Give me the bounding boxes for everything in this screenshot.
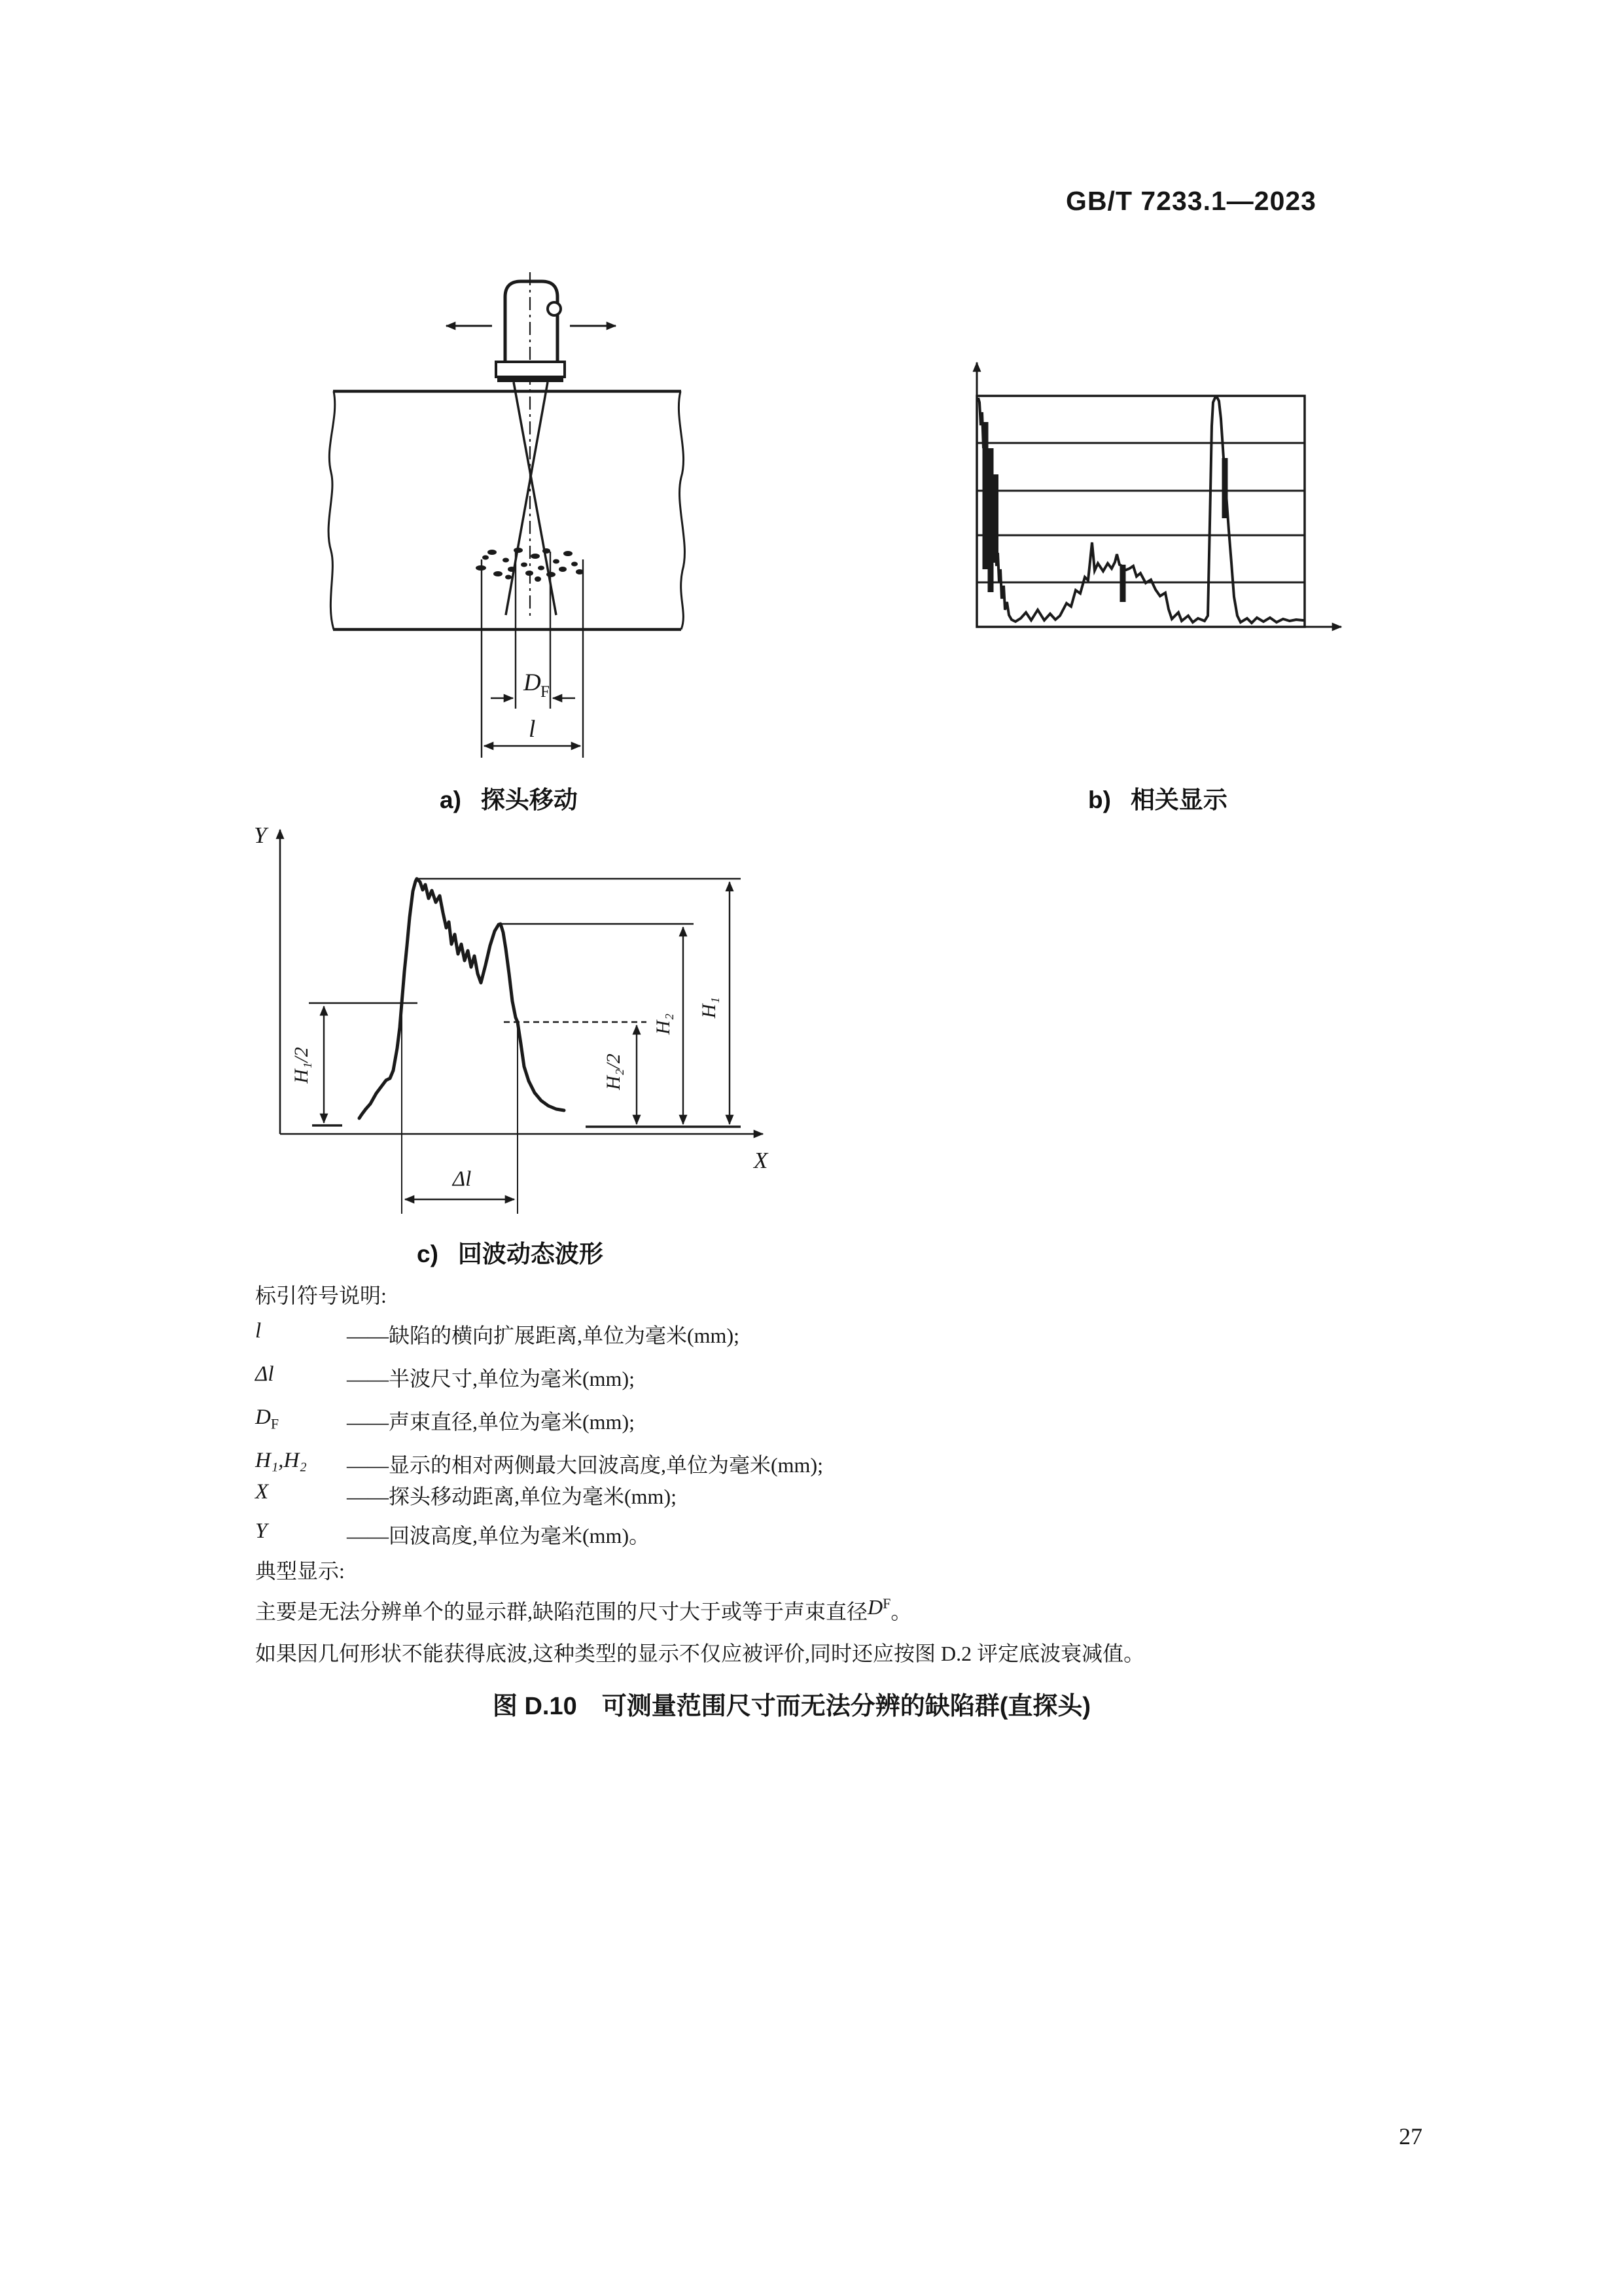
legend-desc: ——回波高度,单位为毫米(mm)。 [347,1524,650,1547]
sublabel-c-title: 回波动态波形 [457,1241,603,1267]
legend-desc: ——探头移动距离,单位为毫米(mm); [347,1485,677,1508]
note-paragraph-2: 如果因几何形状不能获得底波,这种类型的显示不仅应被评价,同时还应按图 D.2 评定底波衰减值。 [255,1642,1145,1665]
standard-number: GB/T 7233.1—2023 [1066,186,1316,216]
h2-label: H₂ [652,1013,674,1035]
sublabel-a-title: 探头移动 [480,786,578,813]
sublabel-c [417,1234,603,1269]
legend-symbol: Δl [255,1362,274,1386]
delta-l-label: Δl [452,1167,472,1191]
note-paragraph-1: 主要是无法分辨单个的显示群,缺陷范围的尺寸大于或等于声束直径 D F 。 [255,1595,912,1623]
legend-symbol: Y [255,1519,268,1543]
legend-item-df [255,1405,635,1436]
probe-wear-plate [497,377,563,382]
legend-heading: 标引符号说明: [255,1284,387,1307]
sublabel-c-letter: c) [417,1241,438,1267]
notes-heading: 典型显示: [255,1559,345,1583]
legend-desc: ——显示的相对两侧最大回波高度,单位为毫米(mm); [347,1453,823,1477]
probe-movement-diagram [281,262,733,772]
h1-half-label: H₁/2 [291,1047,312,1084]
df-dimension-label: D [523,669,541,696]
legend-desc: ——声束直径,单位为毫米(mm); [347,1410,635,1434]
legend-desc: ——缺陷的横向扩展距离,单位为毫米(mm); [347,1324,739,1347]
h1-label: H₁ [698,997,720,1019]
df-inline-symbol: D [868,1595,883,1619]
legend-symbol: X [255,1480,269,1504]
echo-envelope-curve [359,879,564,1118]
echo-dynamic-waveform-diagram [242,811,792,1230]
legend-item-y [255,1519,650,1549]
l-dimension-label: l [529,716,536,743]
legend-symbol: l [255,1319,262,1343]
ascan-waveform [978,397,1305,623]
df-dimension-sub: F [540,683,550,701]
sublabel-b [1088,780,1227,815]
c-reference-lines [309,879,741,1214]
legend-item-h1h2 [255,1449,823,1479]
sublabel-a [440,780,578,815]
h2-half-label: H₂/2 [603,1053,624,1090]
page-number: 27 [1399,2123,1422,2149]
probe-flange [496,362,565,377]
ascan-display-diagram [949,340,1367,654]
sublabel-a-letter: a) [440,786,461,813]
figure-caption: 图 D.10 可测量范围尺寸而无法分辨的缺陷群(直探头) [492,1693,1091,1720]
legend-desc: ——半波尺寸,单位为毫米(mm); [347,1367,635,1390]
probe-cable-connector [548,302,561,315]
c-y-axis-label: Y [254,822,267,848]
sublabel-b-letter: b) [1088,786,1111,813]
legend-symbol: $D_F$ [255,1405,279,1432]
legend-item-x [255,1480,677,1510]
probe-body [505,281,557,362]
legend-item-l [255,1319,739,1349]
legend-item-delta-l [255,1362,635,1392]
ascan-grid [977,396,1305,627]
ultrasonic-beam [506,382,556,615]
sublabel-b-title: 相关显示 [1130,786,1227,813]
c-x-axis-label: X [754,1148,768,1173]
legend-symbol: H₁,H₂ [255,1449,307,1472]
c-dimension-arrows [324,882,730,1199]
test-block [328,391,684,629]
